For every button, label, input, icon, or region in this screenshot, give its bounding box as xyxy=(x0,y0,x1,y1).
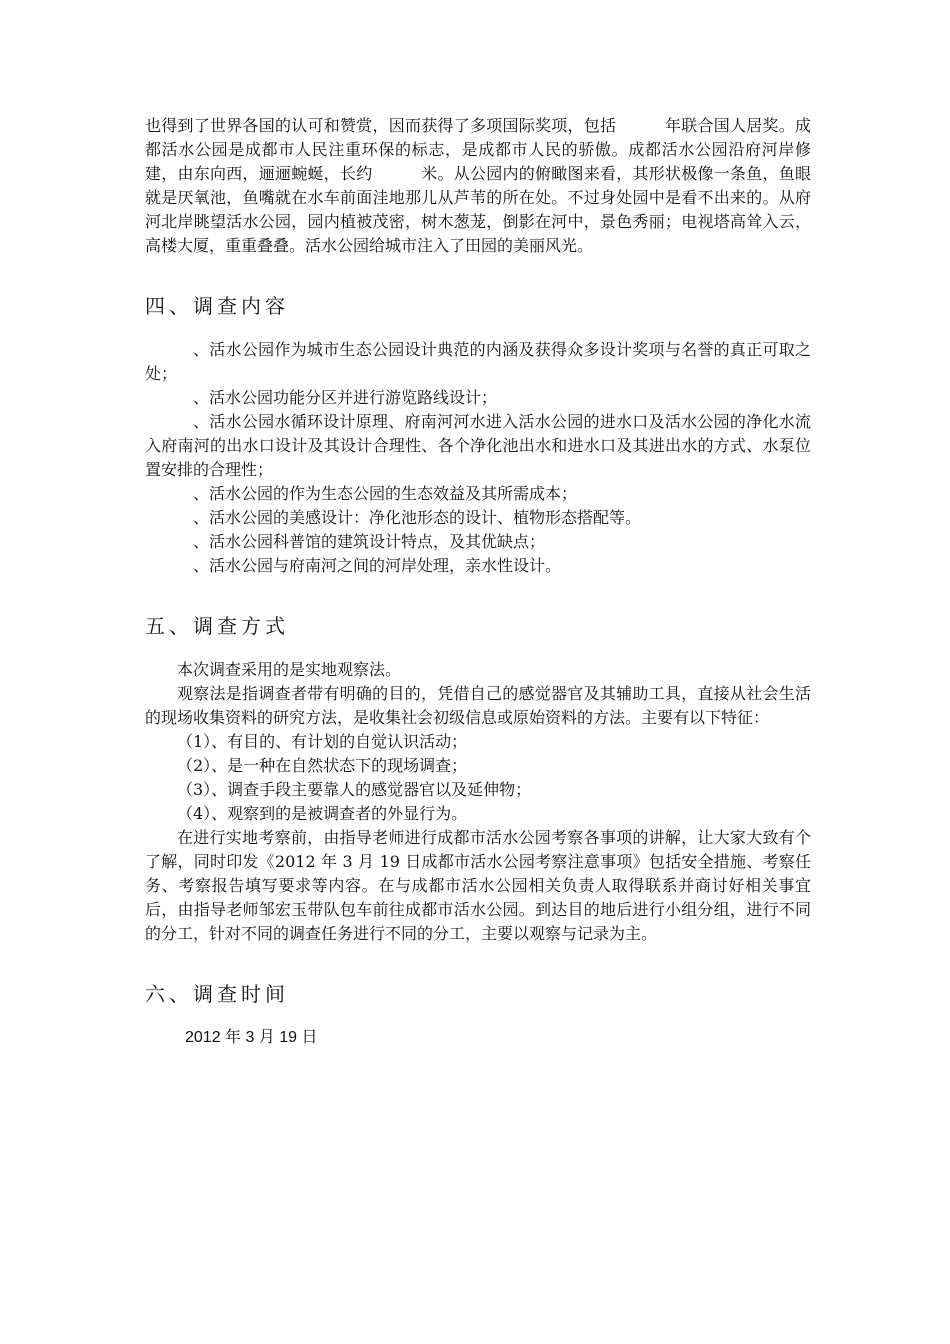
list-item: （3）、调查手段主要靠人的感觉器官以及延伸物； xyxy=(177,780,532,799)
list-item: 、活水公园的作为生态公园的生态效益及其所需成本； xyxy=(193,484,578,503)
survey-date: 2012 年 3 月 19 日 xyxy=(185,1029,318,1046)
list-item: 、活水公园与府南河之间的河岸处理，亲水性设计。 xyxy=(193,556,562,575)
method-paragraph-3: 在进行实地考察前，由指导老师进行成都市活水公园考察各事项的讲解，让大家大致有个了解，同时印发《2012 年 3 月 19 日成都市活水公园考察注意事项》包括安全措施、考察任务、考察报告填写要求等内容。在与成都市活水公园相关负责人取得联系并商讨好相关事宜后，由指导老师邹宏玉带队包车前往成都市活水公园。到达目的地后进行小组分组，进行不同的分工，针对不同的调查任务进行不同的分工，主要以观察与记录为主。 xyxy=(145,828,811,943)
intro-paragraph: 也得到了世界各国的认可和赞赏，因而获得了多项国际奖项，包括 年联合国人居奖。成都活水公园是成都市人民注重环保的标志，是成都市人民的骄傲。成都活水公园沿府河岸修建，由东向西，逦逦蜿蜒，长约 米。从公园内的俯瞰图来看，其形状极像一条鱼，鱼眼就是厌氧池，鱼嘴就在水车前面洼地那儿从芦苇的所在处。不过身处园中是看不出来的。从府河北岸眺望活水公园，园内植被茂密，树木葱茏，倒影在河中，景色秀丽；电视塔高耸入云，高楼大厦，重重叠叠。活水公园给城市注入了田园的美丽风光。 xyxy=(145,116,811,255)
list-item: 、活水公园作为城市生态公园设计典范的内涵及获得众多设计奖项与名誉的真正可取之处； xyxy=(145,340,811,383)
list-item: （2）、是一种在自然状态下的现场调查； xyxy=(177,756,468,775)
method-features-list xyxy=(145,730,811,826)
list-item: 、活水公园水循环设计原理、府南河河水进入活水公园的进水口及活水公园的净化水流入府南河的出水口设计及其设计合理性、各个净化池出水和进水口及其进出水的方式、水泵位置安排的合理性； xyxy=(145,412,811,479)
section-heading-survey-content: 四、调查内容 xyxy=(145,294,289,318)
list-item: 、活水公园科普馆的建筑设计特点，及其优缺点； xyxy=(193,532,546,551)
list-item: （1）、有目的、有计划的自觉认识活动； xyxy=(177,732,468,751)
section-heading-survey-time: 六、调查时间 xyxy=(145,982,289,1006)
list-item: 、活水公园的美感设计：净化池形态的设计、植物形态搭配等。 xyxy=(193,508,642,527)
method-paragraph-1: 本次调查采用的是实地观察法。 xyxy=(177,660,402,679)
survey-content-list xyxy=(145,338,811,578)
section-heading-survey-method: 五、调查方式 xyxy=(145,614,289,638)
list-item: 、活水公园功能分区并进行游览路线设计； xyxy=(193,388,498,407)
list-item: （4）、观察到的是被调查者的外显行为。 xyxy=(177,804,468,823)
document-page xyxy=(145,114,811,1050)
method-paragraph-2: 观察法是指调查者带有明确的目的，凭借自己的感觉器官及其辅助工具，直接从社会生活的现场收集资料的研究方法，是收集社会初级信息或原始资料的方法。主要有以下特征： xyxy=(145,684,811,727)
